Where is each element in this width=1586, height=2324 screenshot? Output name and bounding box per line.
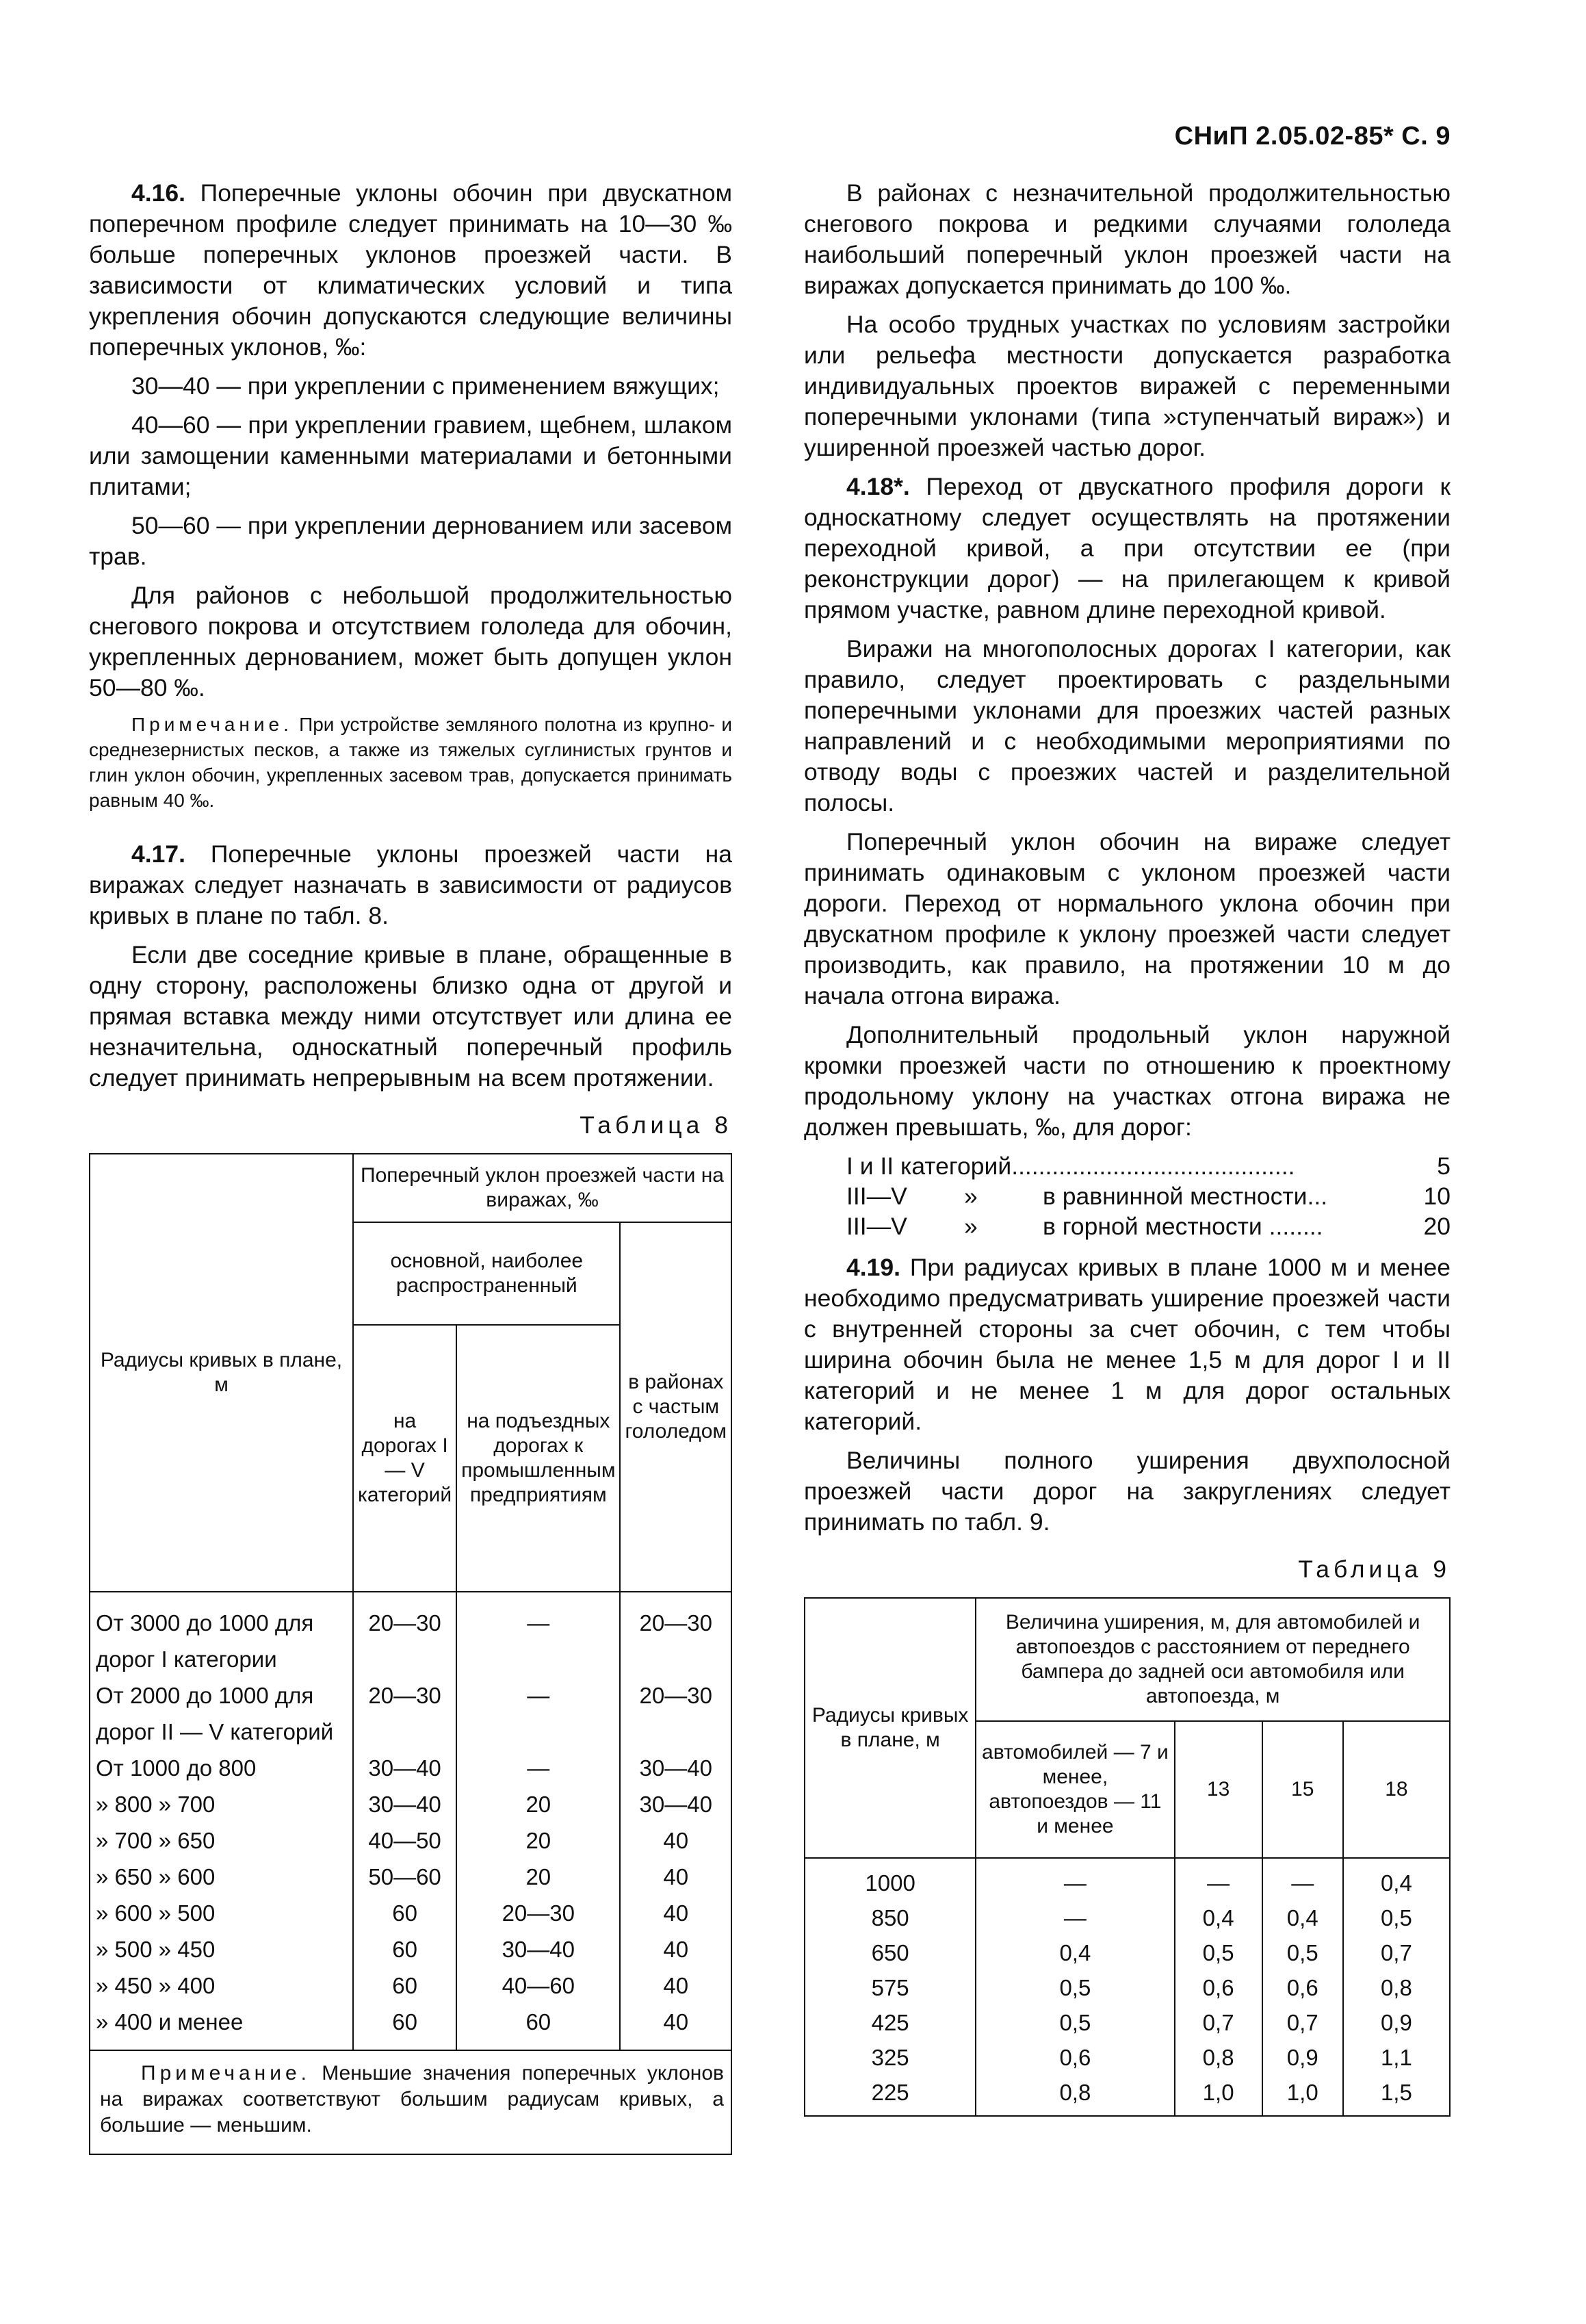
table-cell: 1,1 [1343, 2040, 1450, 2075]
table8-header-slope: Поперечный уклон проезжей части на виражах, ‰ [353, 1154, 731, 1222]
note-label: Примечание. [131, 714, 293, 735]
table-cell: 0,8 [976, 2075, 1174, 2116]
table-row [90, 1714, 731, 1750]
right-column [804, 178, 1451, 2117]
table-cell: 30—40 [620, 1786, 731, 1822]
table-cell: 0,5 [976, 1970, 1174, 2005]
table9-header-width: Величина уширения, м, для автомобилей и автопоездов с расстоянием от переднего бампера до задней оси автомобиля или автопоезда, м [976, 1598, 1450, 1721]
paragraph: Дополнительный продольный уклон наружной кромки проезжей части по отношению к проектному продольному уклону на участках отгона виража не должен превышать, ‰, для дорог: [804, 1021, 1451, 1141]
paragraph: На особо трудных участках по условиям застройки или рельефа местности допускается разработка индивидуальных проектов виражей с переменными поперечными уклонами (типа »ступенчатый вираж») и уширенной проезжей частью дорог. [804, 311, 1451, 461]
table-cell [353, 1641, 456, 1677]
table-cell: — [1262, 1858, 1343, 1900]
table-cell: 30—40 [456, 1931, 620, 1967]
table-cell: 40 [620, 1822, 731, 1859]
table9-header-cars: автомобилей — 7 и менее, автопоездов — 11 и менее [976, 1721, 1174, 1858]
table-cell: 575 [805, 1970, 976, 2005]
table-cell: 40 [620, 1967, 731, 2004]
table-row [90, 1786, 731, 1822]
section-number: 4.18*. [846, 473, 910, 500]
table-cell: 20 [456, 1786, 620, 1822]
table-cell: 0,7 [1262, 2005, 1343, 2040]
table-cell: 0,6 [1262, 1970, 1343, 2005]
paragraph: Если две соседние кривые в плане, обращенные в одну сторону, расположены близко одна от другой и прямая вставка между ними отсутствует или длина ее незначительна, односкатный поперечный профиль следует принимать непрерывным на всем протяжении. [89, 941, 732, 1092]
list-item-value: 10 [1423, 1183, 1451, 1210]
table-cell: 0,5 [1262, 1935, 1343, 1970]
section-number: 4.19. [846, 1254, 900, 1281]
table-row [805, 1858, 1450, 1900]
table-cell: 0,5 [976, 2005, 1174, 2040]
table-cell: — [976, 1900, 1174, 1935]
table-cell: 40 [620, 2004, 731, 2050]
paragraph: 40—60 — при укреплении гравием, щебнем, шлаком или замощении каменными материалами и бетонными плитами; [89, 411, 732, 500]
table9-header-radius: Радиусы кривых в плане, м [805, 1598, 976, 1858]
table-row [90, 1677, 731, 1714]
table-cell: 0,4 [976, 1935, 1174, 1970]
note [89, 712, 732, 813]
table-cell: » 700 » 650 [90, 1822, 353, 1859]
table-cell: 40 [620, 1895, 731, 1931]
table-cell: дорог II — V категорий [90, 1714, 353, 1750]
table-cell: 0,9 [1343, 2005, 1450, 2040]
list-item [846, 1181, 1451, 1211]
table-cell: — [456, 1677, 620, 1714]
table-cell: 30—40 [620, 1750, 731, 1786]
table9-caption: Таблица 9 [1298, 1555, 1451, 1583]
table-cell: От 2000 до 1000 для [90, 1677, 353, 1714]
table-row [90, 1895, 731, 1931]
table-cell: 1,5 [1343, 2075, 1450, 2116]
paragraph: В районах с незначительной продолжительностью снегового покрова и редкими случаями гололеда наибольший поперечный уклон проезжей части на виражах допускается принимать до 100 ‰. [804, 179, 1451, 299]
list-item-leader: в горной местности ........ [1043, 1213, 1323, 1240]
table-row [805, 1900, 1450, 1935]
table-cell: — [456, 1592, 620, 1641]
table-cell: От 3000 до 1000 для [90, 1592, 353, 1641]
note-text: При устройстве земляного полотна из крупно- и среднезернистых песков, а также из тяжелых суглинистых грунтов и глин уклон обочин, укрепленных засевом трав, допускается принимать равным 40 ‰. [89, 714, 732, 811]
table9-header-15: 15 [1262, 1721, 1343, 1858]
table-cell: 0,8 [1175, 2040, 1262, 2075]
table-cell: 20 [456, 1822, 620, 1859]
section-number: 4.16. [131, 179, 185, 207]
note-text: Меньшие значения поперечных уклонов на виражах соответствуют большим радиусам кривых, а большие — меньшим. [100, 2062, 724, 2136]
paragraph-4-19 [804, 1252, 1451, 1437]
table-cell: 50—60 [353, 1859, 456, 1895]
table8-header-cat: на дорогах I — V категорий [353, 1325, 456, 1592]
paragraph: Виражи на многополосных дорогах I категории, как правило, следует проектировать с раздельными поперечными уклонами для проезжих частей разных направлений и с необходимыми мероприятиями по отводу воды с проезжих частей и разделительной полосы. [804, 635, 1451, 816]
list-item-value: 5 [1437, 1152, 1451, 1180]
table-cell: 40—50 [353, 1822, 456, 1859]
table-cell: 0,5 [1175, 1935, 1262, 1970]
table-9 [804, 1597, 1451, 2117]
table-cell: » 450 » 400 [90, 1967, 353, 2004]
paragraph: 50—60 — при укреплении дернованием или засевом трав. [89, 512, 732, 570]
list-item-label: III—V [846, 1213, 907, 1240]
table-cell: 20—30 [456, 1895, 620, 1931]
paragraph-4-18 [804, 472, 1451, 625]
left-column [89, 178, 732, 2155]
list-item-label: I и II категорий [846, 1152, 1012, 1180]
table-row [90, 1859, 731, 1895]
table-cell: 20—30 [620, 1677, 731, 1714]
table-cell: 30—40 [353, 1750, 456, 1786]
table-cell: » 500 » 450 [90, 1931, 353, 1967]
table-cell [620, 1714, 731, 1750]
table-cell: От 1000 до 800 [90, 1750, 353, 1786]
paragraph-text: При радиусах кривых в плане 1000 м и менее необходимо предусматривать уширение проезжей части с внутренней стороны за счет обочин, с тем чтобы ширина обочин была не менее 1,5 м для дорог I и II категорий и не менее 1 м для дорог остальных категорий. [804, 1254, 1451, 1435]
table-cell: 0,4 [1262, 1900, 1343, 1935]
table-cell [456, 1714, 620, 1750]
table-cell: » 600 » 500 [90, 1895, 353, 1931]
table-row [90, 1967, 731, 2004]
list-item-value: 20 [1423, 1213, 1451, 1240]
list-item-ditto: » [964, 1213, 978, 1240]
table-row [805, 2075, 1450, 2116]
list-item [846, 1151, 1451, 1181]
table8-header-main: основной, наиболее распространенный [353, 1222, 620, 1325]
paragraph: 30—40 — при укреплении с применением вяжущих; [131, 372, 720, 400]
table-cell: 425 [805, 2005, 976, 2040]
table-cell [620, 1641, 731, 1677]
table-cell: » 650 » 600 [90, 1859, 353, 1895]
table-row [805, 1970, 1450, 2005]
table-cell [456, 1641, 620, 1677]
table-cell: — [456, 1750, 620, 1786]
table-cell: 325 [805, 2040, 976, 2075]
table-8 [89, 1153, 732, 2155]
table-cell: 0,8 [1343, 1970, 1450, 2005]
table-row [805, 2040, 1450, 2075]
table-cell: 0,9 [1262, 2040, 1343, 2075]
table-row [805, 2005, 1450, 2040]
table-cell: 60 [456, 2004, 620, 2050]
table-cell: 1,0 [1262, 2075, 1343, 2116]
table-cell: — [1175, 1858, 1262, 1900]
paragraph-text: Поперечные уклоны проезжей части на виражах следует назначать в зависимости от радиусов кривых в плане по табл. 8. [89, 840, 732, 929]
table-cell: — [976, 1858, 1174, 1900]
table-cell: 850 [805, 1900, 976, 1935]
table-row [90, 1822, 731, 1859]
table-row [90, 1592, 731, 1641]
table-cell: 0,6 [1175, 1970, 1262, 2005]
page-header: СНиП 2.05.02-85* С. 9 [1174, 122, 1451, 151]
table8-note [90, 2050, 731, 2154]
table-cell: 20—30 [353, 1677, 456, 1714]
section-number: 4.17. [131, 840, 185, 868]
note-label: Примечание. [141, 2062, 311, 2084]
table-cell: 60 [353, 1967, 456, 2004]
paragraph-4-16 [89, 178, 732, 363]
list-item-ditto: » [964, 1183, 978, 1210]
list-item [846, 1211, 1451, 1241]
table-row [90, 1931, 731, 1967]
table-cell: 30—40 [353, 1786, 456, 1822]
table-cell: 60 [353, 1931, 456, 1967]
list-item-leader: в равнинной местности... [1043, 1183, 1328, 1210]
table-cell: 0,7 [1343, 1935, 1450, 1970]
paragraph-text: Переход от двускатного профиля дороги к односкатному следует осуществлять на протяжении переходной кривой, а при отсутствии ее (при реконструкции дорог) — на прилегающем к кривой прямом участке, равном длине переходной кривой. [804, 473, 1451, 623]
table9-header-13: 13 [1175, 1721, 1262, 1858]
table8-caption: Таблица 8 [580, 1111, 732, 1139]
table-cell: дорог I категории [90, 1641, 353, 1677]
table-cell: 0,4 [1175, 1900, 1262, 1935]
paragraph: Поперечный уклон обочин на вираже следует принимать одинаковым с уклоном проезжей части дороги. Переход от нормального уклона обочин при двускатном профиле к уклону проезжей части следует производить, как правило, на протяжении 10 м до начала отгона виража. [804, 828, 1451, 1009]
table-cell: 40 [620, 1931, 731, 1967]
table-row [805, 1935, 1450, 1970]
table-cell: 40 [620, 1859, 731, 1895]
table8-header-radius: Радиусы кривых в плане, м [90, 1154, 353, 1592]
table-row [90, 1750, 731, 1786]
table-cell: 60 [353, 1895, 456, 1931]
table-cell: 1000 [805, 1858, 976, 1900]
paragraph: Величины полного уширения двухполосной проезжей части дорог на закруглениях следует принимать по табл. 9. [804, 1447, 1451, 1536]
table-cell: 20 [456, 1859, 620, 1895]
table-cell: 40—60 [456, 1967, 620, 2004]
table8-header-industrial: на подъездных дорогах к промышленным предприятиям [456, 1325, 620, 1592]
table8-header-ice: в районах с частым гололедом [620, 1222, 731, 1592]
table-cell [353, 1714, 456, 1750]
table-cell: 1,0 [1175, 2075, 1262, 2116]
table-cell: 650 [805, 1935, 976, 1970]
table-cell: 20—30 [353, 1592, 456, 1641]
table-cell: 0,4 [1343, 1858, 1450, 1900]
table-row [90, 2004, 731, 2050]
table-cell: 20—30 [620, 1592, 731, 1641]
table-cell: » 400 и менее [90, 2004, 353, 2050]
list-item-leader: .......................................... [1011, 1152, 1295, 1180]
paragraph: Для районов с небольшой продолжительностью снегового покрова и отсутствием гололеда для обочин, укрепленных дернованием, может быть допущен уклон 50—80 ‰. [89, 582, 732, 701]
list-item-label: III—V [846, 1183, 907, 1210]
paragraph-text: Поперечные уклоны обочин при двускатном поперечном профиле следует принимать на 10—30 ‰ больше поперечных уклонов проезжей части. В зависимости от климатических условий и типа укрепления обочин допускаются следующие величины поперечных уклонов, ‰: [89, 179, 732, 361]
table-cell: 60 [353, 2004, 456, 2050]
paragraph-4-17 [89, 839, 732, 931]
table-cell: 0,5 [1343, 1900, 1450, 1935]
table-cell: 0,7 [1175, 2005, 1262, 2040]
table-cell: » 800 » 700 [90, 1786, 353, 1822]
slope-list [804, 1151, 1451, 1241]
table-cell: 225 [805, 2075, 976, 2116]
table9-header-18: 18 [1343, 1721, 1450, 1858]
table-row [90, 1641, 731, 1677]
table-cell: 0,6 [976, 2040, 1174, 2075]
